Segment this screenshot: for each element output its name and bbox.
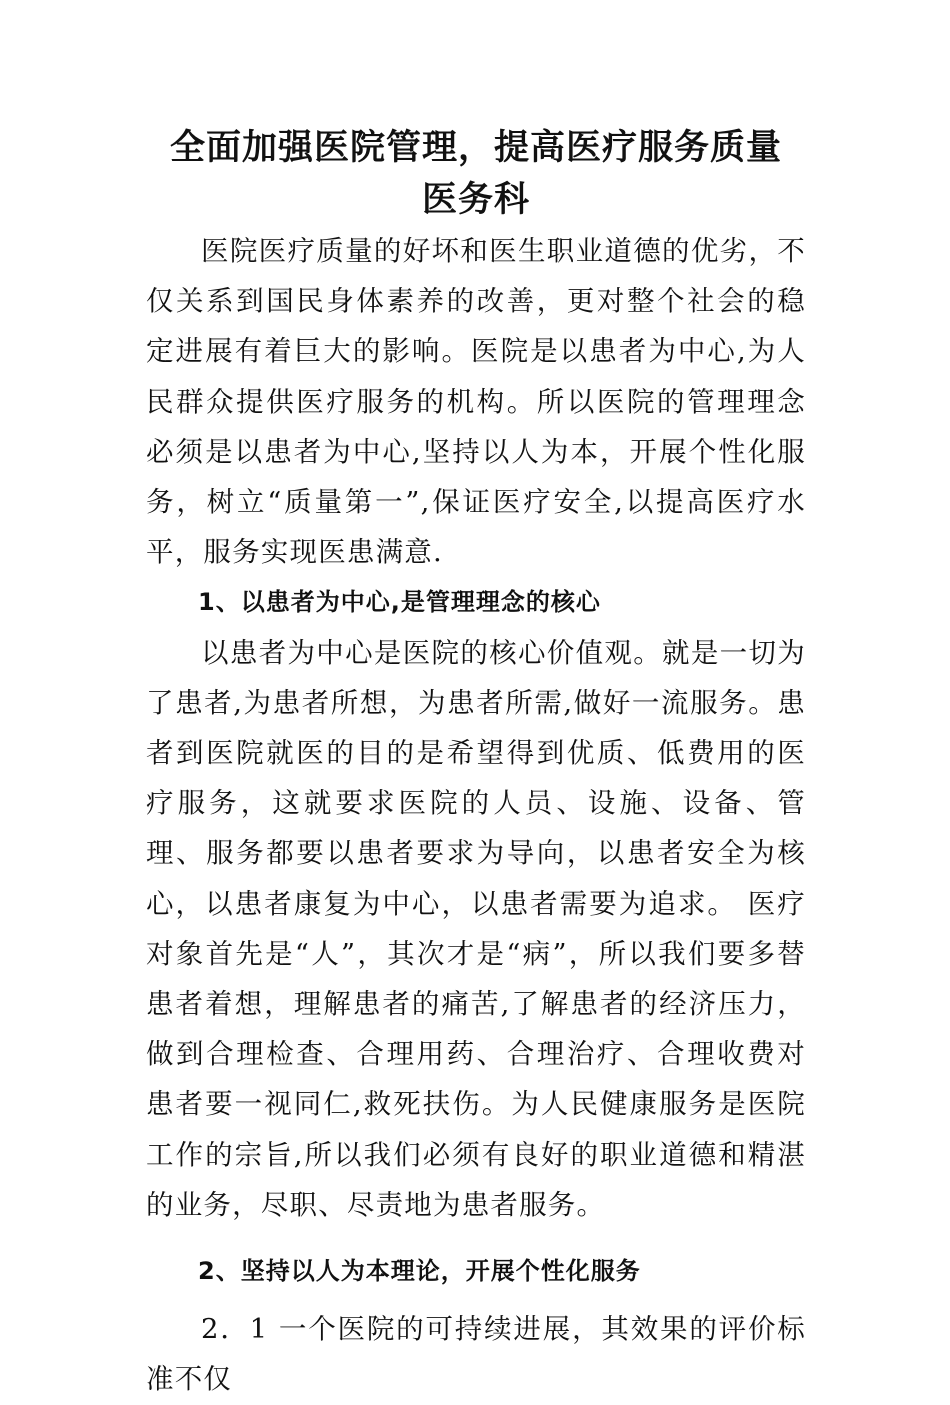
document-body [146, 122, 806, 1405]
document-title: 全面加强医院管理，提高医疗服务质量 [169, 128, 782, 168]
department-name: 医务科 [421, 180, 530, 220]
section-heading-1: 1、以患者为中心,是管理理念的核心 [198, 588, 601, 617]
section-heading-2: 2、坚持以人为本理论，开展个性化服务 [198, 1257, 641, 1286]
section-1-paragraph: 以患者为中心是医院的核心价值观。就是一切为了患者,为患者所想，为患者所需,做好一流服务。患者到医院就医的目的是希望得到优质、低费用的医疗服务，这就要求医院的人员、设施、设备、管理、服务都要以患者要求为导向，以患者安全为核心，以患者康复为中心，以患者需要为追求。 医疗对象首先是“人”，其次才是“病”，所以我们要多替患者着想，理解患者的痛苦,了解患者的经济压力，做到合理检查、合理用药、合理治疗、合理收费对患者要一视同仁,救死扶伤。为人民健康服务是医院工作的宗旨,所以我们必须有良好的职业道德和精湛的业务，尽职、尽责地为患者服务。 [146, 636, 806, 1221]
intro-paragraph: 医院医疗质量的好坏和医生职业道德的优劣，不仅关系到国民身体素养的改善，更对整个社会的稳定进展有着巨大的影响。医院是以患者为中心,为人民群众提供医疗服务的机构。所以医院的管理理念必须是以患者为中心,坚持以人为本，开展个性化服务，树立“质量第一”,保证医疗安全,以提高医疗水平，服务实现医患满意. [146, 235, 806, 569]
section-2-1-paragraph: 2．1 一个医院的可持续进展，其效果的评价标准不仅 [146, 1313, 806, 1396]
